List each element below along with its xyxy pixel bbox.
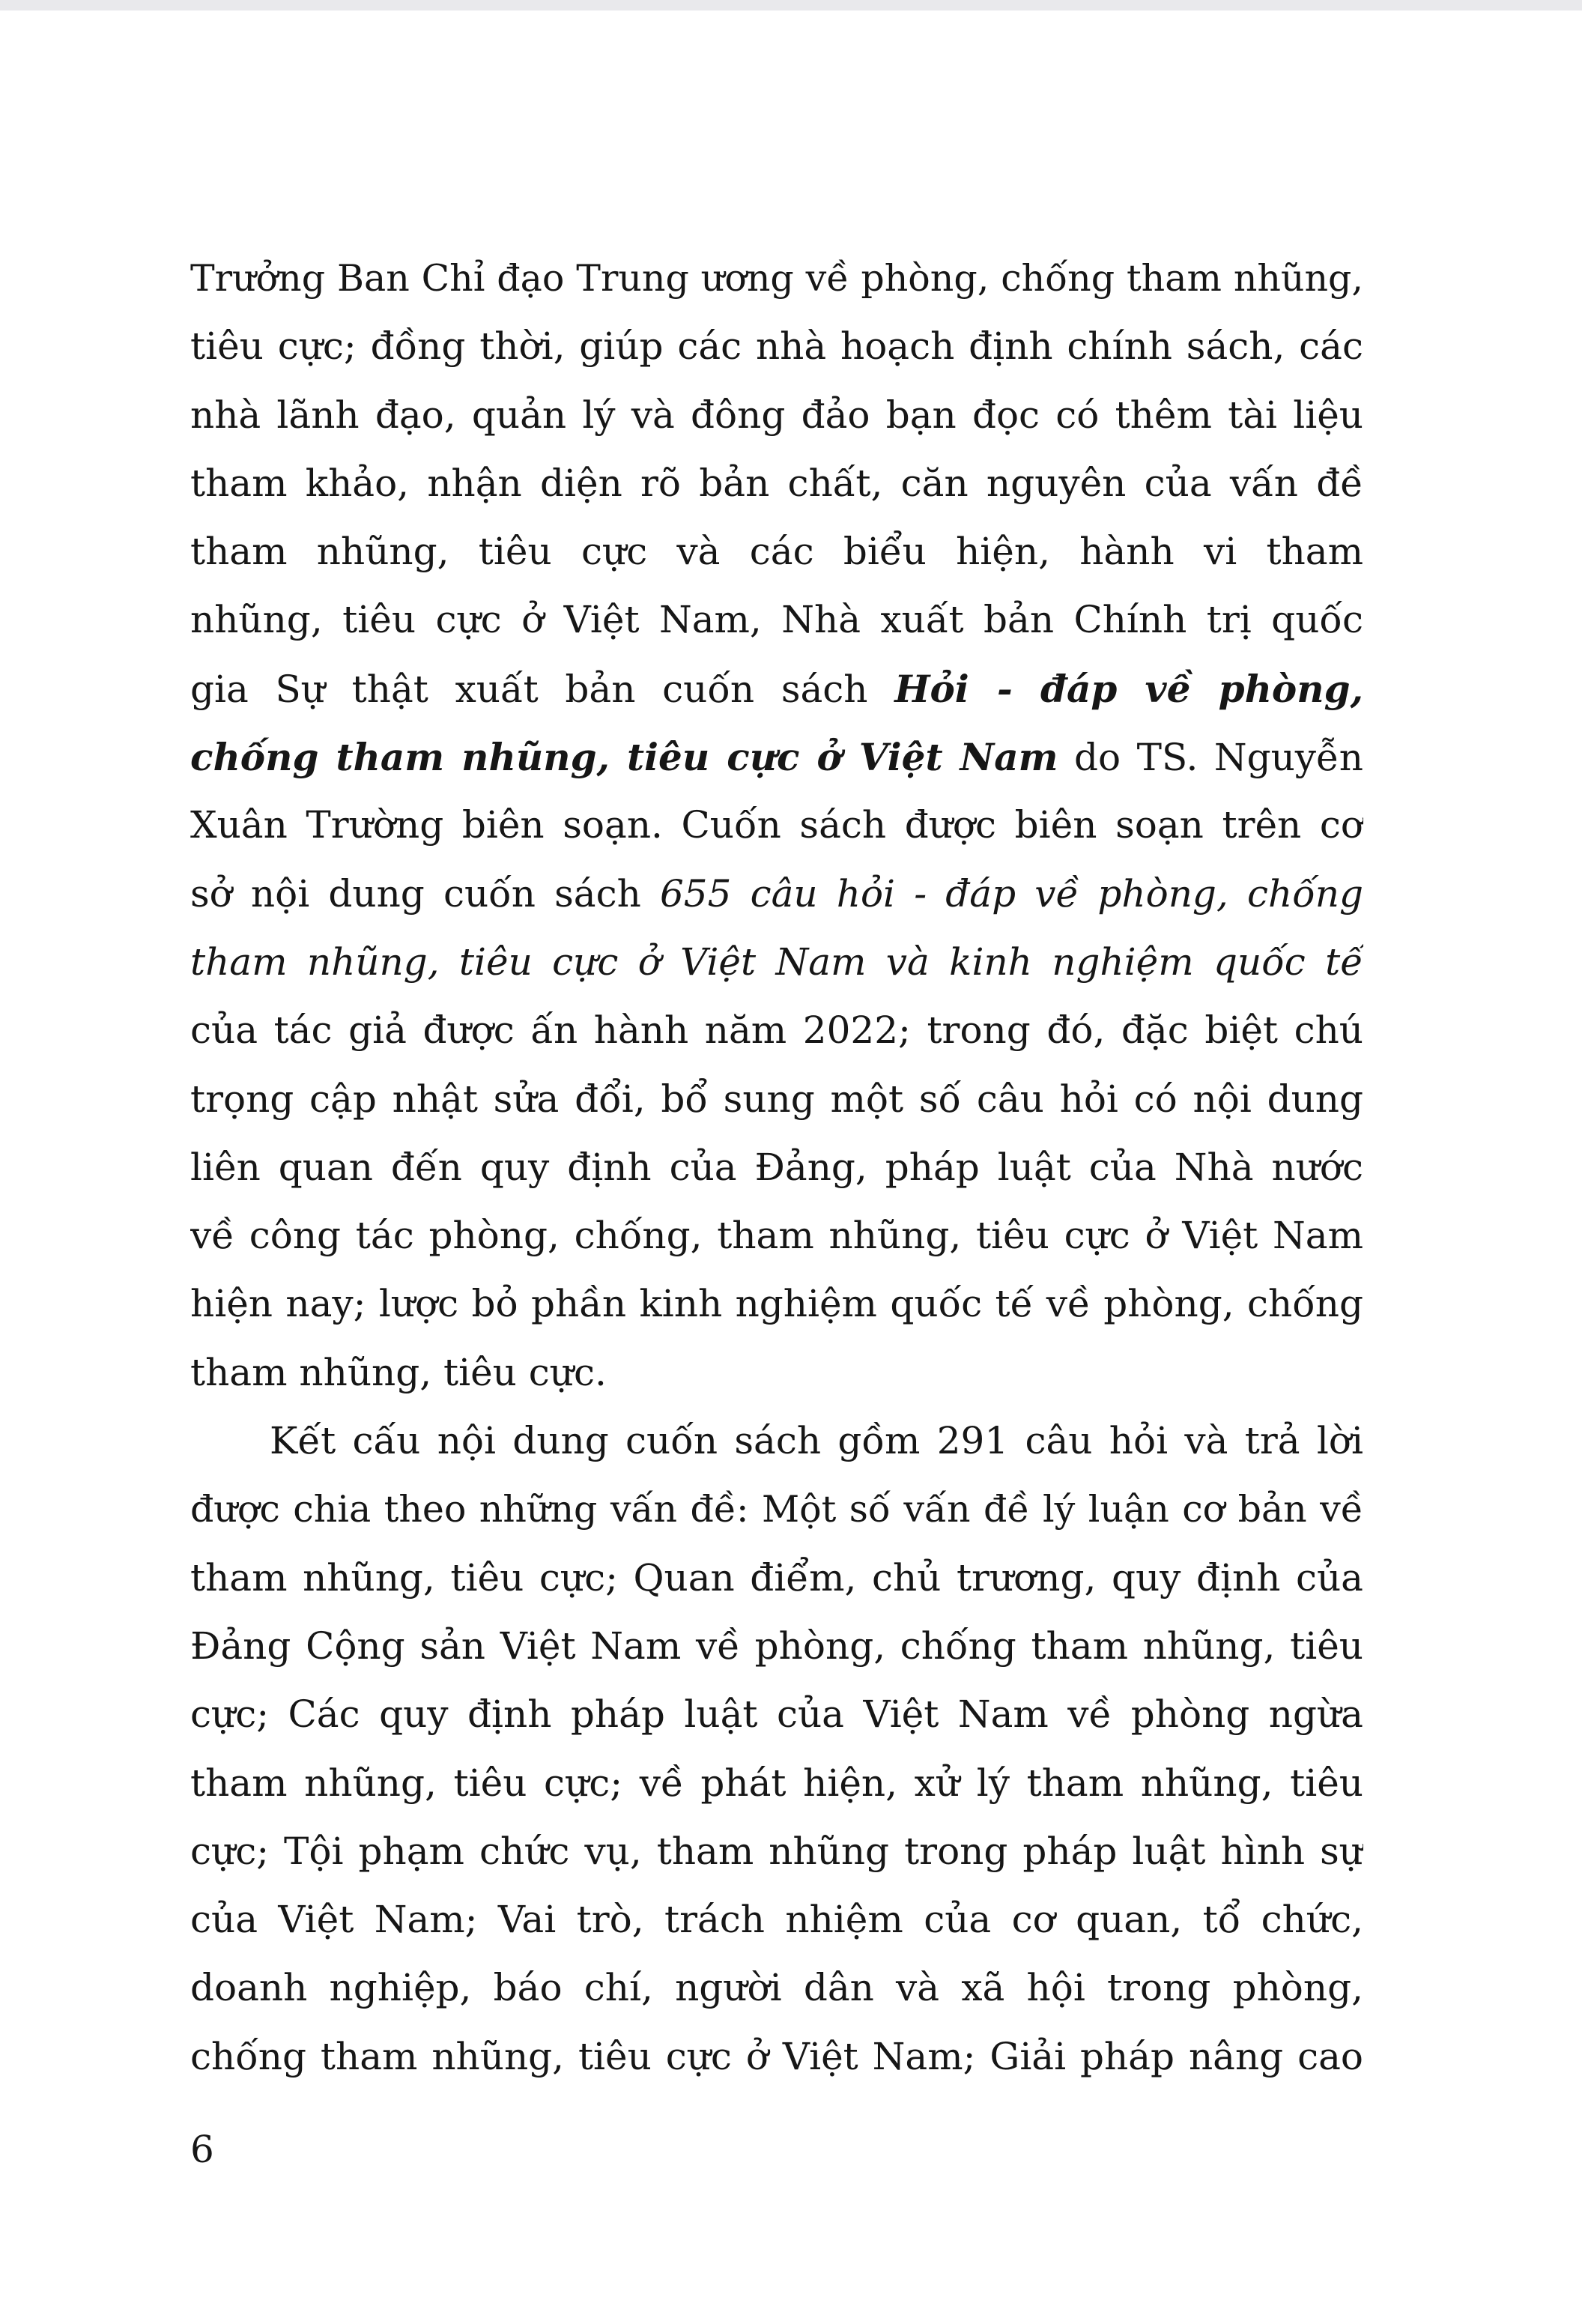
- text-line: nhũng, tiêu cực ở Việt Nam, Nhà xuất bản Chính trị quốc: [190, 598, 1363, 642]
- text-line: tham khảo, nhận diện rõ bản chất, căn nguyên của vấn đề: [190, 461, 1363, 505]
- text-line: được chia theo những vấn đề: Một số vấn đề lý luận cơ bản về: [190, 1488, 1363, 1531]
- top-edge-strip: [0, 0, 1582, 10]
- book-title-bold-italic: Hỏi - đáp về phòng,: [894, 666, 1363, 711]
- text-line: cực; Tội phạm chức vụ, tham nhũng trong pháp luật hình sự: [190, 1829, 1363, 1873]
- text-line: tham nhũng, tiêu cực và các biểu hiện, hành vi tham: [190, 530, 1363, 574]
- paragraph-1: [190, 244, 1363, 1407]
- text-segment: gia Sự thật xuất bản cuốn sách: [190, 667, 895, 711]
- text-line: tham nhũng, tiêu cực.: [190, 1350, 607, 1394]
- text-line: doanh nghiệp, báo chí, người dân và xã hội trong phòng,: [190, 1966, 1363, 2010]
- text-line: [190, 928, 1363, 996]
- text-line: Xuân Trường biên soạn. Cuốn sách được biên soạn trên cơ: [190, 803, 1363, 847]
- source-book-title-italic: tham nhũng, tiêu cực ở Việt Nam và kinh nghiệm quốc tế: [190, 939, 1363, 984]
- text-line: về công tác phòng, chống, tham nhũng, tiêu cực ở Việt Nam: [190, 1214, 1363, 1258]
- text-line: Đảng Cộng sản Việt Nam về phòng, chống tham nhũng, tiêu: [190, 1624, 1363, 1668]
- text-line: [190, 655, 1363, 723]
- text-line: tham nhũng, tiêu cực; về phát hiện, xử lý tham nhũng, tiêu: [190, 1761, 1363, 1805]
- source-book-title-italic: 655 câu hỏi - đáp về phòng, chống: [659, 871, 1363, 916]
- book-title-bold-italic: chống tham nhũng, tiêu cực ở Việt Nam: [190, 735, 1058, 780]
- text-segment: do TS. Nguyễn: [1058, 736, 1363, 780]
- text-line: cực; Các quy định pháp luật của Việt Nam về phòng ngừa: [190, 1692, 1363, 1737]
- text-line: Trưởng Ban Chỉ đạo Trung ương về phòng, chống tham nhũng,: [190, 257, 1363, 300]
- text-segment: sở nội dung cuốn sách: [190, 871, 660, 916]
- text-line: trọng cập nhật sửa đổi, bổ sung một số câu hỏi có nội dung: [190, 1077, 1363, 1121]
- text-line: tiêu cực; đồng thời, giúp các nhà hoạch định chính sách, các: [190, 324, 1363, 369]
- text-line: chống tham nhũng, tiêu cực ở Việt Nam; Giải pháp nâng cao: [190, 2034, 1363, 2078]
- text-line: [190, 860, 1363, 928]
- body-text: [190, 244, 1363, 2091]
- paragraph-2: [190, 1407, 1363, 2091]
- text-line: của Việt Nam; Vai trò, trách nhiệm của cơ quan, tổ chức,: [190, 1898, 1363, 1942]
- text-line: [190, 723, 1363, 791]
- text-line: nhà lãnh đạo, quản lý và đông đảo bạn đọc có thêm tài liệu: [190, 393, 1363, 437]
- text-line-indented: Kết cấu nội dung cuốn sách gồm 291 câu hỏi và trả lời: [270, 1419, 1363, 1463]
- text-line: liên quan đến quy định của Đảng, pháp luật của Nhà nước: [190, 1145, 1363, 1189]
- text-line: tham nhũng, tiêu cực; Quan điểm, chủ trương, quy định của: [190, 1555, 1363, 1600]
- page-number: 6: [190, 2128, 214, 2171]
- text-line: hiện nay; lược bỏ phần kinh nghiệm quốc tế về phòng, chống: [190, 1282, 1363, 1326]
- text-line: của tác giả được ấn hành năm 2022; trong đó, đặc biệt chú: [190, 1008, 1363, 1053]
